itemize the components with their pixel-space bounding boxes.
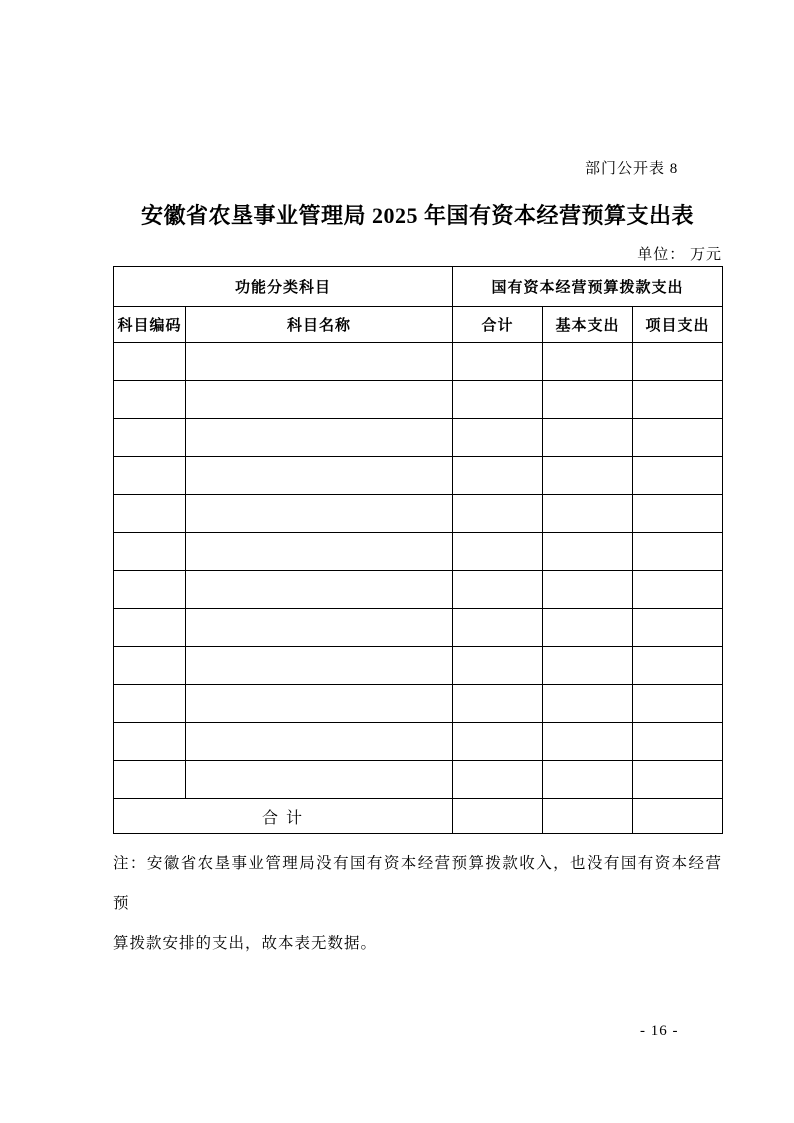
empty-cell [543,495,633,533]
empty-cell [114,381,186,419]
table-body [114,343,723,799]
table-row [114,343,723,381]
empty-cell [186,381,453,419]
total-row [114,799,723,834]
empty-cell [633,343,723,381]
empty-cell [543,457,633,495]
empty-cell [186,533,453,571]
empty-cell [453,647,543,685]
empty-cell [543,685,633,723]
empty-cell [543,419,633,457]
column-header-code: 科目编码 [114,307,186,343]
total-row-label: 合 计 [114,799,453,834]
note-line-1: 注：安徽省农垦事业管理局没有国有资本经营预算拨款收入，也没有国有资本经营预 [113,855,722,912]
empty-cell [114,495,186,533]
empty-cell [114,457,186,495]
column-header-name: 科目名称 [186,307,453,343]
empty-cell [114,571,186,609]
table-row [114,761,723,799]
empty-cell [114,609,186,647]
empty-cell [543,343,633,381]
column-header-project: 项目支出 [633,307,723,343]
empty-cell [453,457,543,495]
empty-cell [633,647,723,685]
unit-label: 单位： 万元 [637,247,722,263]
empty-cell [633,381,723,419]
empty-cell [633,533,723,571]
empty-cell [186,457,453,495]
page-number: - 16 - [640,1023,679,1039]
table-row [114,533,723,571]
empty-cell [453,571,543,609]
budget-table [113,266,723,834]
empty-cell [453,419,543,457]
table-row [114,495,723,533]
table-row [114,647,723,685]
empty-cell [543,533,633,571]
empty-cell [453,381,543,419]
empty-cell [633,571,723,609]
empty-cell [543,647,633,685]
empty-cell [453,343,543,381]
empty-cell [186,609,453,647]
empty-cell [114,533,186,571]
empty-cell [186,419,453,457]
doc-label: 部门公开表 8 [585,161,679,177]
empty-cell [114,647,186,685]
table-row [114,381,723,419]
empty-cell [186,495,453,533]
empty-cell [633,495,723,533]
table-row [114,457,723,495]
empty-cell [186,343,453,381]
total-cell-basic [543,799,633,834]
empty-cell [543,381,633,419]
empty-cell [186,685,453,723]
table-row [114,419,723,457]
empty-cell [453,609,543,647]
note [113,844,722,964]
empty-cell [453,723,543,761]
empty-cell [453,685,543,723]
empty-cell [186,761,453,799]
empty-cell [453,761,543,799]
empty-cell [633,609,723,647]
total-cell-project [633,799,723,834]
empty-cell [633,685,723,723]
table-row [114,723,723,761]
empty-cell [543,723,633,761]
total-cell-total [453,799,543,834]
group-header-row [114,267,723,307]
empty-cell [453,533,543,571]
empty-cell [186,723,453,761]
empty-cell [114,761,186,799]
empty-cell [186,647,453,685]
empty-cell [114,343,186,381]
table-row [114,571,723,609]
group-header-budget: 国有资本经营预算拨款支出 [453,267,723,307]
table-row [114,609,723,647]
empty-cell [543,609,633,647]
empty-cell [543,761,633,799]
empty-cell [114,723,186,761]
empty-cell [543,571,633,609]
empty-cell [633,723,723,761]
empty-cell [633,761,723,799]
table-row [114,685,723,723]
column-header-row [114,307,723,343]
note-line-2: 算拨款安排的支出，故本表无数据。 [113,935,378,952]
empty-cell [114,419,186,457]
group-header-function: 功能分类科目 [114,267,453,307]
empty-cell [186,571,453,609]
column-header-total: 合计 [453,307,543,343]
empty-cell [453,495,543,533]
empty-cell [633,419,723,457]
page-title: 安徽省农垦事业管理局 2025 年国有资本经营预算支出表 [140,203,694,228]
empty-cell [633,457,723,495]
column-header-basic: 基本支出 [543,307,633,343]
empty-cell [114,685,186,723]
